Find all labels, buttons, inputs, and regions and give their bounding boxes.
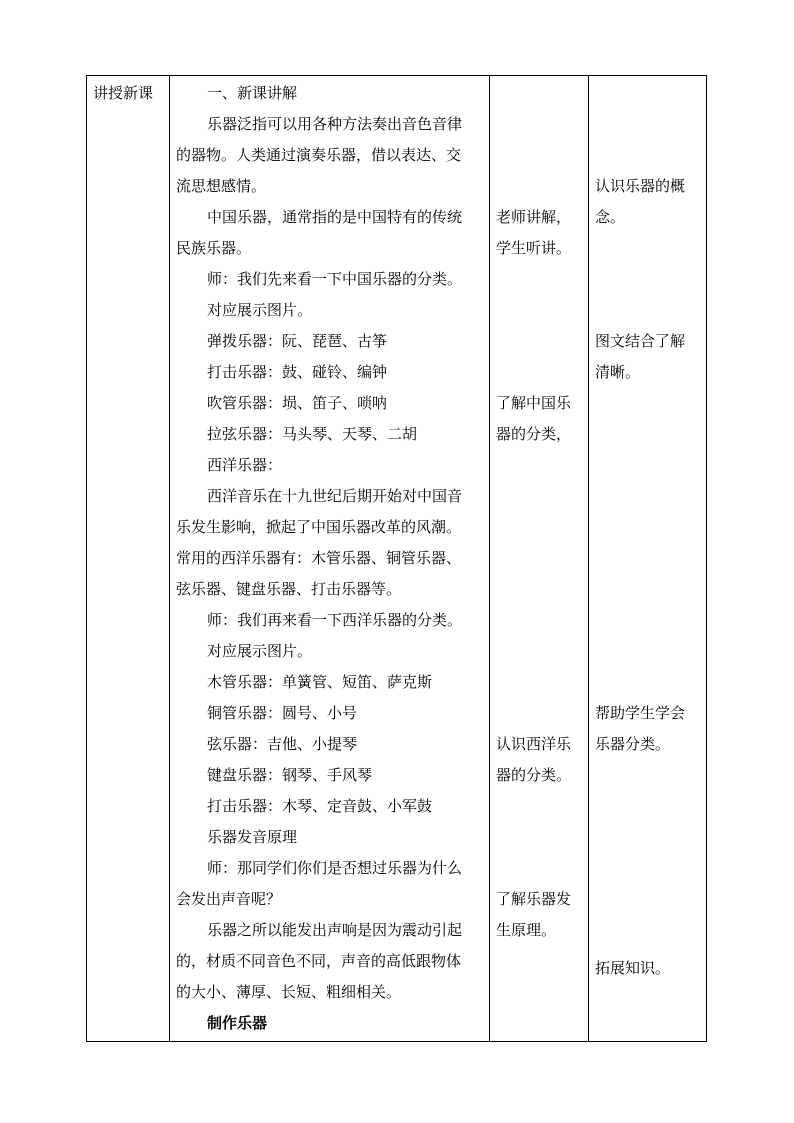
content-line: 的大小、薄厚、长短、粗细相关。 [176,983,402,1001]
content-line: 打击乐器：木琴、定音鼓、小军鼓 [207,797,433,815]
content-line: 一、新课讲解 [207,84,298,102]
intent-line: 图文结合了解 [595,332,686,350]
content-line: 木管乐器：单簧管、短笛、萨克斯 [207,673,433,691]
section-label: 讲授新课 [93,84,154,102]
activity-line: 认识西洋乐 [496,735,572,753]
content-line: 会发出声音呢？ [176,890,282,908]
content-line: 常用的西洋乐器有：木管乐器、铜管乐器、 [176,549,462,567]
content-line: 的器物。人类通过演奏乐器，借以表达、交 [176,146,462,164]
content-line: 乐器发音原理 [207,828,298,846]
activity-line: 器的分类。 [496,766,572,784]
lesson-table [86,75,707,1042]
intent-line: 念。 [595,208,626,226]
content-line: 吹管乐器：埙、笛子、唢呐 [207,394,388,412]
activity-line: 老师讲解， [496,208,572,226]
intent-line: 乐器分类。 [595,735,671,753]
content-line: 乐发生影响，掀起了中国乐器改革的风潮。 [176,518,462,536]
content-line: 西洋音乐在十九世纪后期开始对中国音 [207,487,463,505]
content-heading: 制作乐器 [207,1014,268,1032]
content-line: 师：那同学们你们是否想过乐器为什么 [207,859,463,877]
activity-line: 了解乐器发 [496,890,572,908]
activity-line: 了解中国乐 [496,394,572,412]
content-line: 对应展示图片。 [207,301,313,319]
content-line: 打击乐器：鼓、碰铃、编钟 [207,363,388,381]
content-line: 师：我们再来看一下西洋乐器的分类。 [207,611,463,629]
intent-line: 认识乐器的概 [595,177,686,195]
activity-line: 学生听讲。 [496,239,572,257]
content-line: 铜管乐器：圆号、小号 [207,704,358,722]
content-line: 的，材质不同音色不同，声音的高低跟物体 [176,952,462,970]
column-divider [489,76,490,1041]
content-line: 拉弦乐器：马头琴、天琴、二胡 [207,425,418,443]
content-line: 西洋乐器： [207,456,283,474]
content-line: 师：我们先来看一下中国乐器的分类。 [207,270,463,288]
content-line: 弦乐器、键盘乐器、打击乐器等。 [176,580,402,598]
content-line: 对应展示图片。 [207,642,313,660]
content-line: 弹拨乐器：阮、琵琶、古筝 [207,332,388,350]
content-line: 键盘乐器：钢琴、手风琴 [207,766,373,784]
content-line: 中国乐器，通常指的是中国特有的传统 [207,208,463,226]
content-line: 民族乐器。 [176,239,252,257]
column-divider [588,76,589,1041]
content-line: 乐器泛指可以用各种方法奏出音色音律 [207,115,463,133]
content-line: 弦乐器：吉他、小提琴 [207,735,358,753]
intent-line: 拓展知识。 [595,959,671,977]
intent-line: 清晰。 [595,363,641,381]
column-divider [169,76,170,1041]
intent-line: 帮助学生学会 [595,704,686,722]
content-line: 流思想感情。 [176,177,267,195]
content-line: 乐器之所以能发出声响是因为震动引起 [207,921,463,939]
activity-line: 生原理。 [496,921,557,939]
activity-line: 器的分类， [496,425,572,443]
